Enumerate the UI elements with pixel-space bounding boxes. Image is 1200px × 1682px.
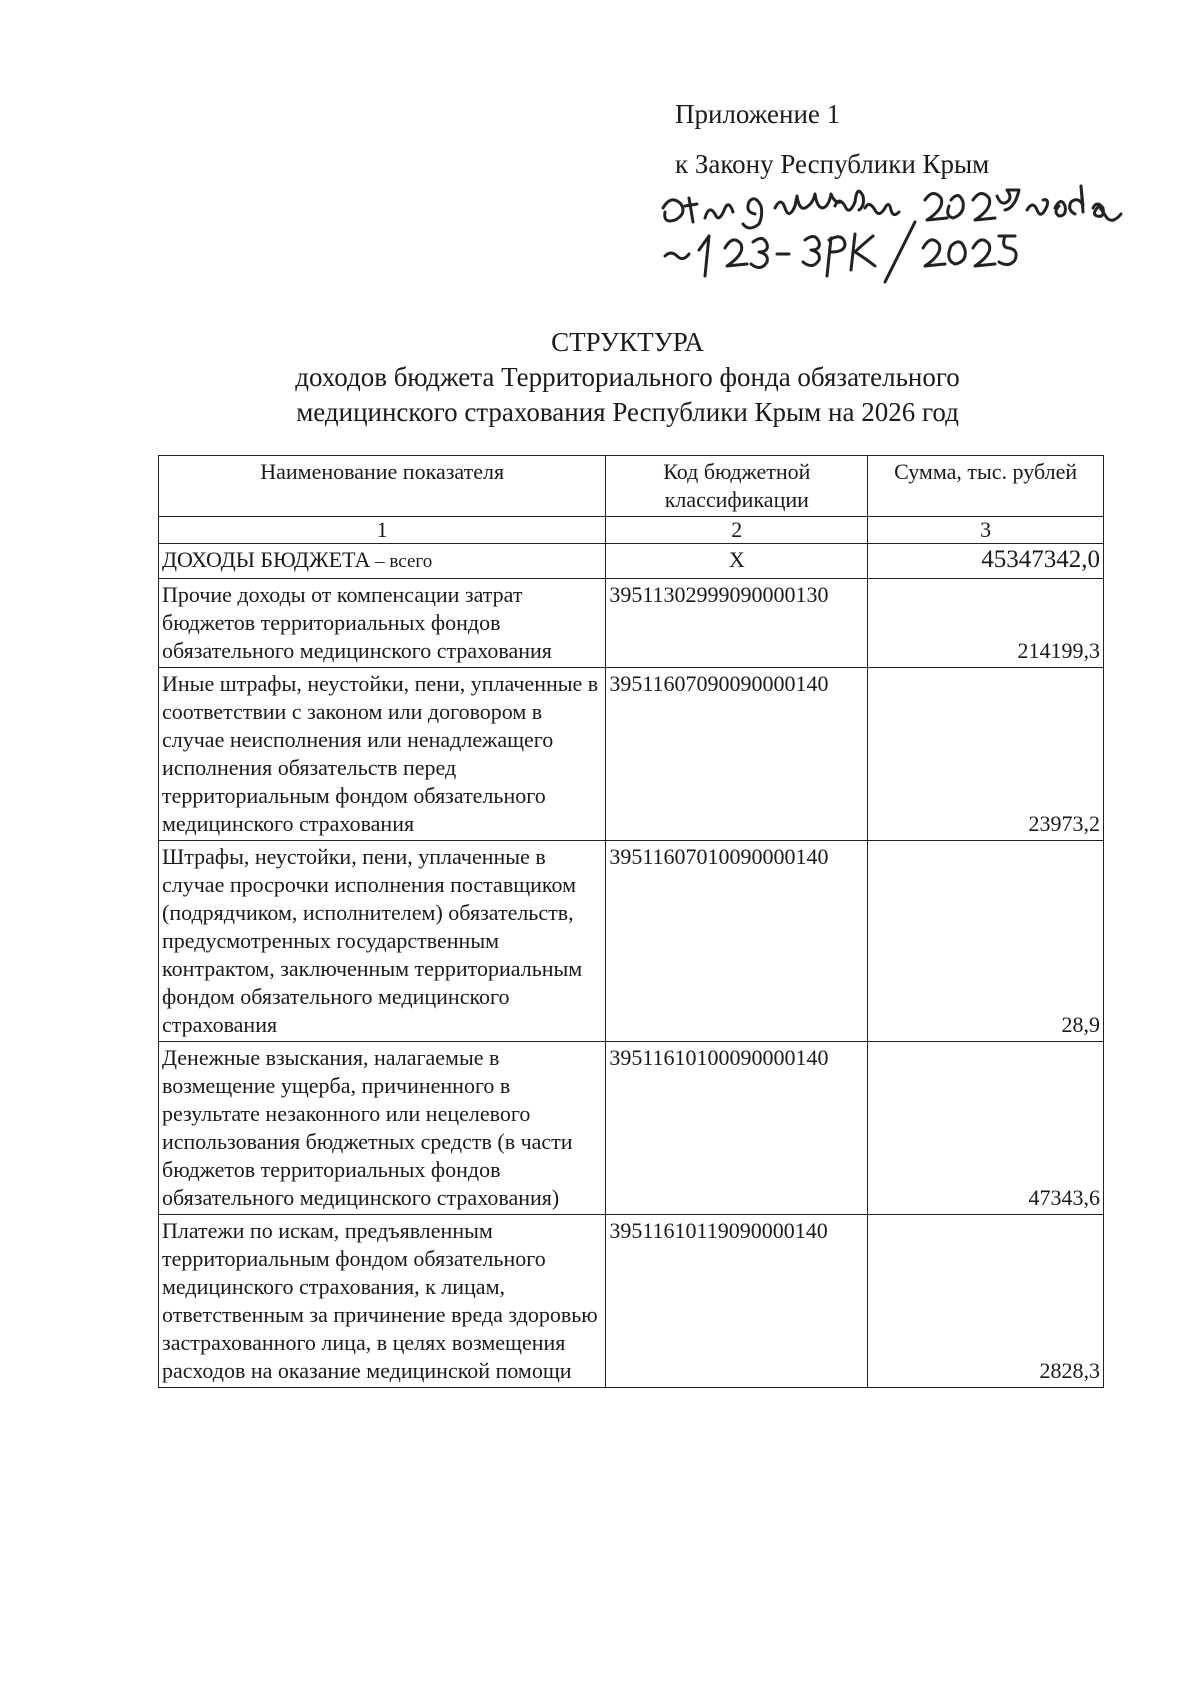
total-suffix: – всего (370, 551, 433, 572)
table-row (159, 579, 1104, 668)
income-amount: 214199,3 (868, 579, 1104, 668)
column-number-row (159, 517, 1104, 544)
income-code: 39511607090090000140 (606, 668, 868, 841)
income-code: 39511607010090000140 (606, 841, 868, 1042)
document-title (150, 325, 1105, 430)
law-reference: к Закону Республики Крым (675, 149, 990, 179)
table-row (159, 1215, 1104, 1388)
column-header-amount: Сумма, тыс. рублей (868, 456, 1104, 517)
income-amount: 28,9 (868, 841, 1104, 1042)
income-amount: 2828,3 (868, 1215, 1104, 1388)
income-code: 39511610119090000140 (606, 1215, 868, 1388)
column-number: 2 (606, 517, 868, 544)
title-line-2: доходов бюджета Территориального фонда обязательного (295, 362, 960, 392)
table-row (159, 841, 1104, 1042)
table-row (159, 668, 1104, 841)
income-name: Платежи по искам, предъявленным территориальным фондом обязательного медицинского страхования, к лицам, ответственным за причинение вреда здоровью застрахованного лица, в целях возмещения расходов на оказание медицинской помощи (159, 1215, 606, 1388)
appendix-label: Приложение 1 (675, 99, 841, 129)
income-code: 39511302999090000130 (606, 579, 868, 668)
handwritten-date-and-number (655, 178, 1175, 288)
total-amount: 45347342,0 (868, 544, 1104, 579)
column-number: 1 (159, 517, 606, 544)
total-code: Х (606, 544, 868, 579)
handwritten-signature-note (655, 178, 1175, 288)
total-row (159, 544, 1104, 579)
budget-income-table (158, 455, 1104, 1388)
income-name: Денежные взыскания, налагаемые в возмещение ущерба, причиненного в результате незаконного или нецелевого использования бюджетных средств (в части бюджетов территориальных фондов обязательного медицинского страхования) (159, 1042, 606, 1215)
title-line-1: СТРУКТУРА (551, 327, 704, 357)
column-header-name: Наименование показателя (159, 456, 606, 517)
total-label (159, 544, 606, 579)
column-number: 3 (868, 517, 1104, 544)
title-line-3: медицинского страхования Республики Крым на 2026 год (296, 397, 959, 427)
total-name: ДОХОДЫ БЮДЖЕТА (162, 547, 371, 572)
income-amount: 47343,6 (868, 1042, 1104, 1215)
column-header-code: Код бюджетной классификации (606, 456, 868, 517)
income-name: Прочие доходы от компенсации затрат бюджетов территориальных фондов обязательного медицинского страхования (159, 579, 606, 668)
income-code: 39511610100090000140 (606, 1042, 868, 1215)
table-header-row (159, 456, 1104, 517)
table-row (159, 1042, 1104, 1215)
income-amount: 23973,2 (868, 668, 1104, 841)
income-name: Штрафы, неустойки, пени, уплаченные в случае просрочки исполнения поставщиком (подрядчиком, исполнителем) обязательств, предусмотренных государственным контрактом, заключенным территориальным фондом обязательного медицинского страхования (159, 841, 606, 1042)
income-name: Иные штрафы, неустойки, пени, уплаченные в соответствии с законом или договором в случае неисполнения или ненадлежащего исполнения обязательств перед территориальным фондом обязательного медицинского страхования (159, 668, 606, 841)
